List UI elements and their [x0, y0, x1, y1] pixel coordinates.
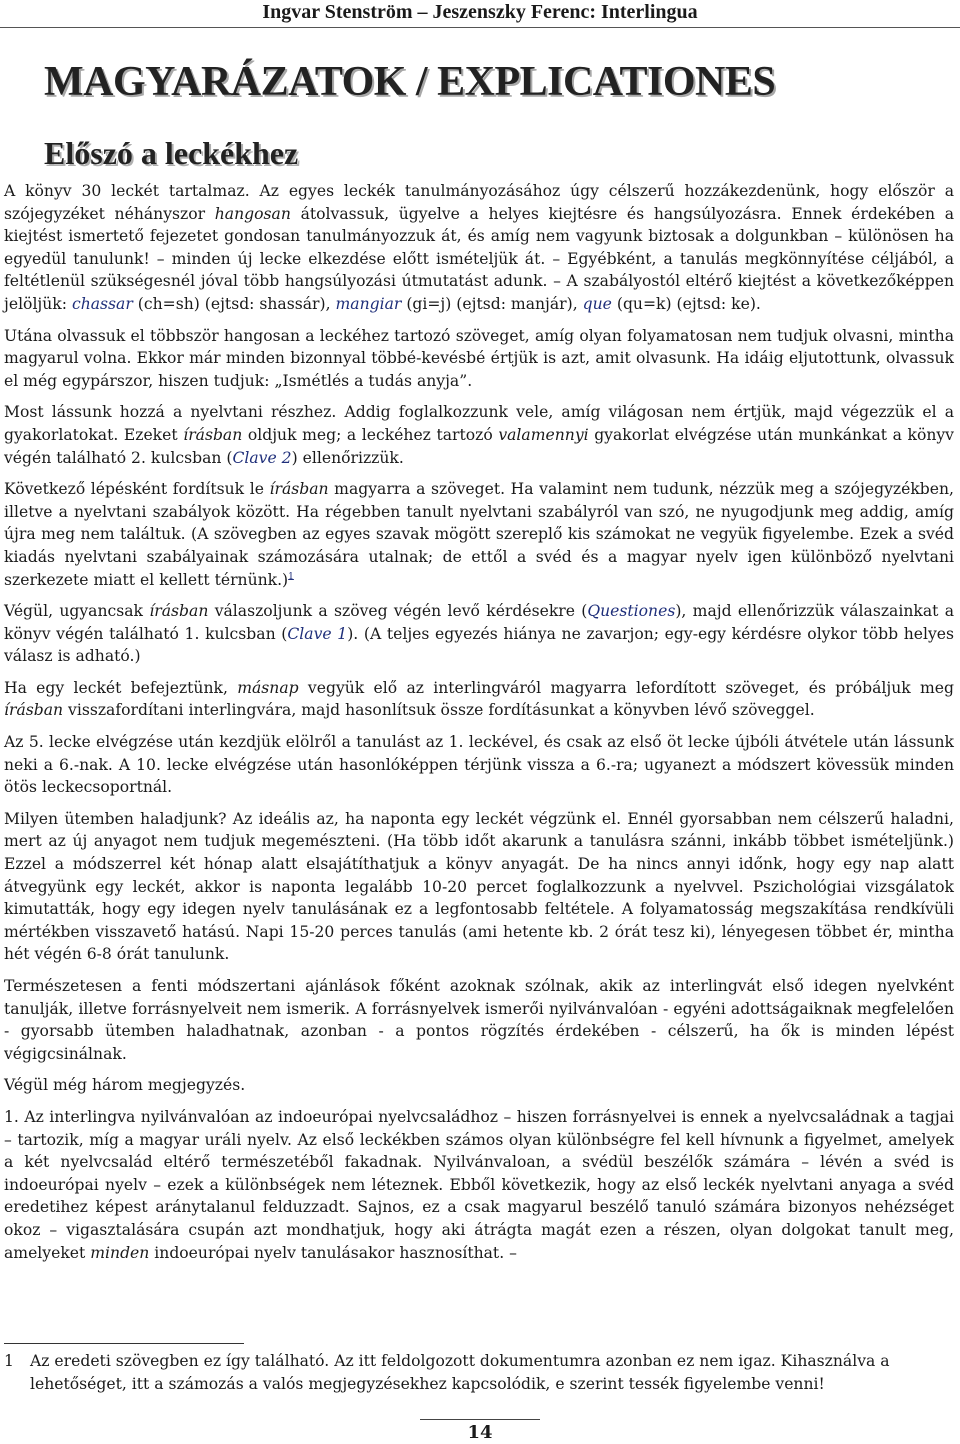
text-run: (ch=sh) (ejtsd: shassár),: [132, 294, 336, 313]
footnote-reference[interactable]: 1: [288, 571, 294, 582]
footnote-divider: [4, 1343, 244, 1344]
footnote-text: Az eredeti szövegben ez így található. Az itt feldolgozott dokumentumra azonban ez nem igaz. Kihasználva a lehetőséget, itt a számozás a valós megjegyzésekhez kapcsolódik, e szerint tessék figyelembe venni!: [30, 1352, 890, 1393]
paragraph-4: [4, 478, 954, 591]
text-run: (gi=j) (ejtsd: manjár),: [401, 294, 583, 313]
footnote: [4, 1350, 954, 1395]
header-divider: [0, 27, 960, 28]
emphasis: minden: [90, 1243, 150, 1262]
footnote-number: 1: [4, 1352, 14, 1370]
text-run: ). (A teljes egyezés hiánya ne zavarjon; egy-egy kérdésre olykor több helyes válasz is adható.): [4, 624, 954, 666]
text-run: A könyv 30 leckét tartalmaz. Az egyes leckék tanulmányozásához úgy célszerű hozzákezdenünk, hogy először a szójegyzéket néhányszor: [4, 182, 954, 223]
text-run: magyarra a szöveget. Ha valamint nem tudunk, nézzük meg a szójegyzékben, illetve a nyelvtani szabályok között. Ha régebben tanult nyelvtani szabályról van szó, ne nyugodjunk meg addig, amíg újra meg nem találtuk. (A szövegben az egyes szavak mögött szereplő kis számokat ne vegyük figyelembe. Ezek a svéd kiadás nyelvtani szabályainak számozására utalnak; de ettől a svéd és a magyar nyelv igen különböző nyelvtani szerkezete miatt el kellett térnünk.): [4, 480, 954, 589]
text-run: Következő lépésként fordítsuk le: [4, 480, 270, 499]
text-run: válaszoljunk a szöveg végén levő kérdésekre (: [208, 602, 588, 621]
clave-reference: Clave 2: [232, 448, 292, 467]
questiones-reference: Questiones: [587, 602, 676, 621]
paragraph-5: [4, 600, 954, 668]
paragraph-10: Végül még három megjegyzés.: [4, 1076, 246, 1095]
text-run: Ha egy leckét befejeztünk,: [4, 678, 238, 697]
page-number-divider: [420, 1419, 540, 1420]
emphasis: hangosan: [214, 204, 291, 223]
emphasis: írásban: [183, 425, 243, 444]
running-header: Ingvar Stenström – Jeszenszky Ferenc: Interlingua: [262, 1, 698, 23]
text-run: ) ellenőrizzük.: [291, 448, 404, 467]
emphasis: írásban: [149, 602, 209, 621]
paragraph-9: Természetesen a fenti módszertani ajánlások főként azoknak szólnak, akik az interlingvát első idegen nyelvként tanulják, illetve forrásnyelveit nem ismerik. A forrásnyelvek ismerői nyilvánvalóan - egyéni adottságaiknak megfelelően - gyorsabb ütemben haladhatnak, azonban - a pontos rögzítés érdekében - célszerű, ha ők is minden lépést végigcsinálnak.: [4, 977, 954, 1063]
text-run: oldjuk meg; a leckéhez tartozó: [242, 425, 499, 444]
example-word: chassar: [71, 294, 133, 313]
text-run: (qu=k) (ejtsd: ke).: [611, 294, 761, 313]
text-run: vegyük elő az interlingváról magyarra lefordított szöveget, és próbáljuk meg: [298, 678, 954, 697]
text-run: átolvassuk, ügyelve a helyes kiejtésre és hangsúlyozásra. Ennek érdekében a kiejtést ismertető fejezetet gondosan tanulmányozzuk át, és amíg nem vagyunk biztosak a dolgunkban – különösen ha egyedül tanulunk! – minden új lecke elkezdése előtt ismételjük át. – Egyébként, a tanulás megkönnyítése céljából, a feltétlenül szükségesnél jóval több hangsúlyozási útmutatást adunk. – A szabályostól eltérő kiejtést a következőképpen jelöljük:: [4, 204, 954, 313]
example-word: que: [582, 294, 612, 313]
page-title: MAGYARÁZATOK / EXPLICATIONES: [44, 59, 776, 105]
body-text: [4, 180, 954, 1273]
text-run: Végül, ugyancsak: [4, 602, 150, 621]
paragraph-1: [4, 180, 954, 316]
text-run: Most lássunk hozzá a nyelvtani részhez. Addig foglalkozzunk vele, amíg világosan nem értjük, majd végezzük el a gyakorlatokat. Ezeket: [4, 403, 954, 444]
example-word: mangiar: [335, 294, 402, 313]
paragraph-2: Utána olvassuk el többször hangosan a leckéhez tartozó szöveget, amíg olyan folyamatosan nem tudjuk olvasni, mintha magyarul volna. Ekkor már minden bizonnyal többé-kevésbé értjük is azt, amit olvasunk. Ha idáig eljutottunk, olvassuk el még egypárszor, hiszen tudjuk: „Ismétlés a tudás anyja”.: [4, 326, 954, 390]
clave-reference: Clave 1: [287, 624, 348, 643]
section-title: Előszó a leckékhez: [44, 135, 299, 171]
emphasis: írásban: [269, 480, 329, 499]
paragraph-6: [4, 677, 954, 722]
paragraph-7: Az 5. lecke elvégzése után kezdjük elölről a tanulást az 1. leckével, és csak az első öt lecke újbóli átvétele után lássunk neki a 6.-nak. A 10. lecke elvégzése után hasonlóképpen térjünk vissza a 6.-ra; ugyanezt a módszert kövessük minden ötös leckecsoportnál.: [4, 733, 954, 797]
paragraph-3: [4, 401, 954, 469]
paragraph-8: Milyen ütemben haladjunk? Az ideális az, ha naponta egy leckét végzünk el. Ennél gyorsabban nem célszerű haladni, mert az új anyagot nem tudjuk megemészteni. (Ha több időt akarunk a tanulásra szánni, inkább többet ismételjünk.) Ezzel a módszerrel két hónap alatt elsajátíthatjuk a könyv anyagát. De ha nincs annyi időnk, hogy egy nap alatt átvegyünk egy leckét, akkor is naponta legalább 10-20 percet foglalkozzunk a nyelvvel. Pszichológiai vizsgálatok kimutatták, hogy egy idegen nyelv tanulásának ez a legfontosabb feltétele. A folyamatosság megszakítása rendkívüli mértékben visszavető hatású. Napi 15-20 perces tanulás (ami hetente kb. 2 órát tesz ki), lényegesen többet ér, mintha hét végén 6-8 órát tanulunk.: [4, 809, 954, 964]
emphasis: írásban: [4, 701, 64, 720]
text-run: 1. Az interlingva nyilvánvalóan az indoeurópai nyelvcsaládhoz – hiszen forrásnyelvei is ennek a nyelvcsaládnak a tagjai – tartozik, míg a magyar uráli nyelv. Az első leckékben számos olyan különbségre fel kell hívnunk a figyelmet, amelyek a két nyelvcsalád eltérő természetéből fakadnak. Nyilvánvaloan, a svédül beszélők számára – lévén a svéd is indoeurópai nyelv – ezek a különbségek nem léteznek. Ebből következik, hogy az első leckék nyelvtani anyaga a svéd eredetihez képest aránytalanul felduzzadt. Sajnos, ez a csak magyarul beszélő tanuló számára bizonyos nehézséget okoz – vigasztalására csupán azt mondhatjuk, hogy aki átrágta magát ezen a részen, olyan dolgokat tanult meg, amelyeket: [4, 1107, 954, 1262]
emphasis: valamennyi: [498, 425, 589, 444]
emphasis: másnap: [237, 678, 299, 697]
paragraph-11: [4, 1106, 954, 1264]
page-number: 14: [467, 1422, 493, 1443]
text-run: ), majd ellenőrizzük válaszainkat a könyv végén található 1. kulcsban (: [4, 602, 954, 643]
text-run: visszafordítani interlingvára, majd hasonlítsuk össze fordításunkat a könyvben lévő szöveggel.: [63, 701, 815, 720]
text-run: gyakorlat elvégzése után munkánkat a könyv végén található 2. kulcsban (: [4, 425, 954, 467]
text-run: indoeurópai nyelv tanulásakor hasznosíthat. –: [149, 1243, 517, 1262]
